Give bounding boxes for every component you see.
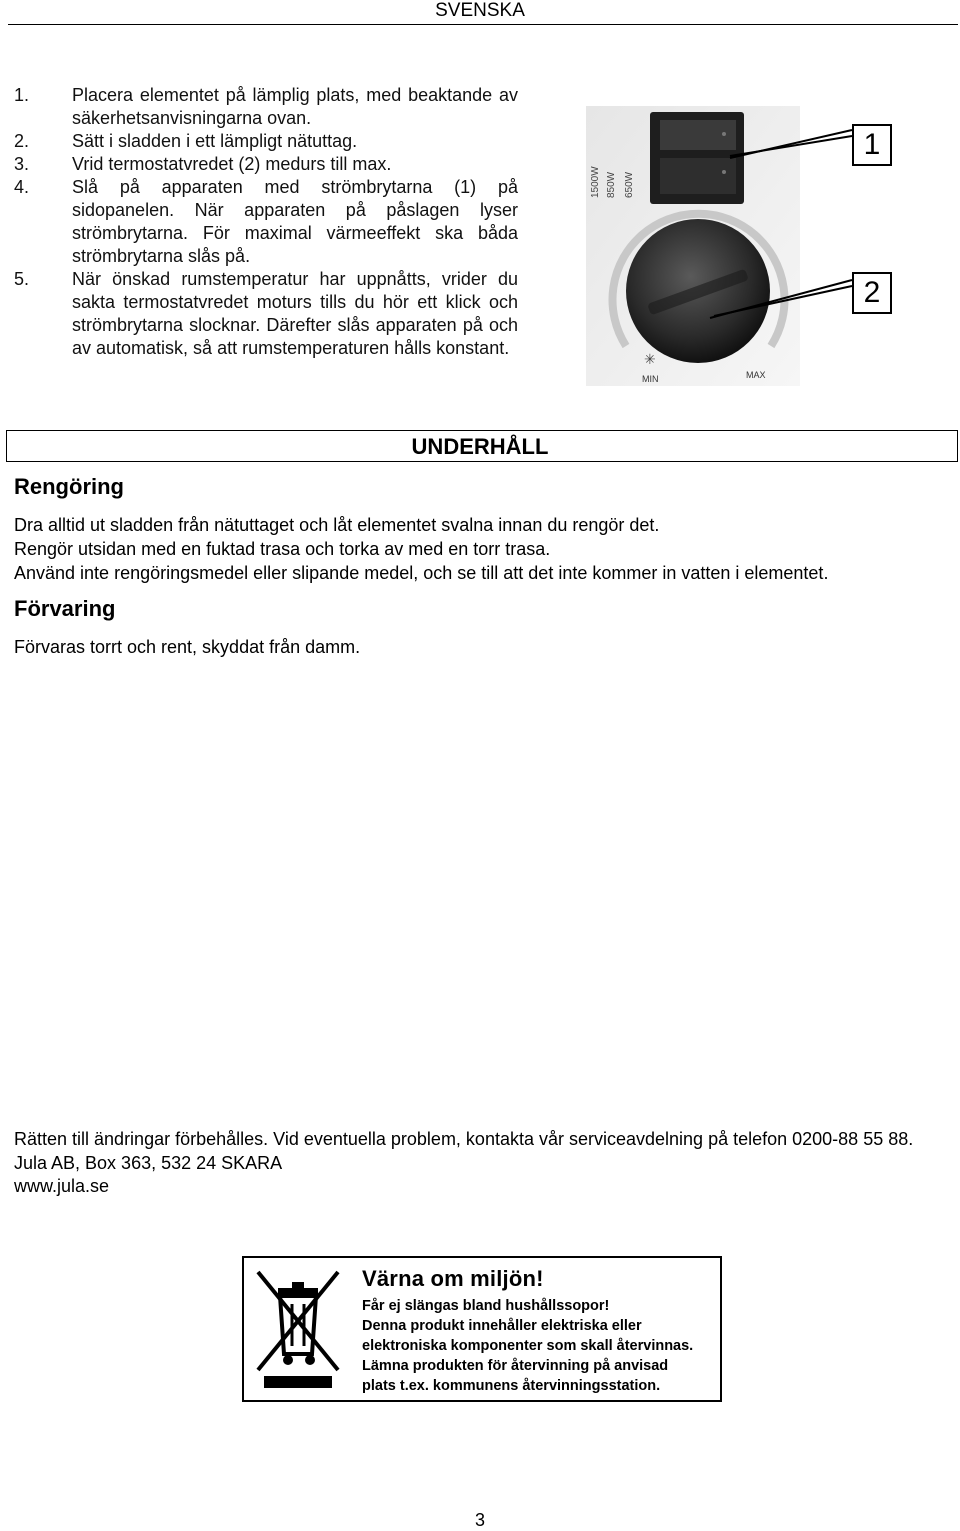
step-number: 4.	[14, 177, 30, 197]
environment-text	[362, 1296, 712, 1396]
footer-contact	[14, 1128, 946, 1199]
environment-line: Lämna produkten för återvinning på anvisad	[362, 1358, 669, 1374]
switch-label: 1500W	[590, 166, 601, 198]
callout-line-1	[730, 136, 852, 156]
switch-label: 650W	[624, 171, 635, 198]
step-number: 1.	[14, 85, 30, 105]
instruction-step	[14, 268, 518, 360]
callout-line-2	[714, 286, 852, 316]
environment-line: Får ej slängas bland hushållssopor!	[362, 1298, 610, 1314]
environment-title: Värna om miljön!	[362, 1266, 544, 1291]
storage-heading: Förvaring	[14, 596, 116, 621]
address-text: Jula AB, Box 363, 532 24 SKARA	[14, 1152, 283, 1173]
snowflake-icon: ✳	[644, 352, 656, 368]
step-text: Placera elementet på lämplig plats, med beaktande av säkerhetsanvisningarna ovan.	[72, 85, 518, 128]
header-language: SVENSKA	[435, 0, 525, 21]
instruction-step	[14, 176, 518, 268]
step-text: Slå på apparaten med strömbrytarna (1) på sidopanelen. När apparaten på påslagen lyser strömbrytarna. För maximal värmeeffekt ska båda strömbrytarna slås på.	[72, 177, 518, 266]
page-number: 3	[474, 1510, 485, 1530]
environment-line: Denna produkt innehåller elektriska eller	[362, 1318, 642, 1334]
dial-max-label: MAX	[746, 370, 766, 380]
cleaning-line: Rengör utsidan med en fuktad trasa och torka av med en torr trasa.	[14, 539, 551, 559]
cleaning-heading: Rengöring	[14, 474, 124, 499]
step-number: 2.	[14, 131, 30, 151]
header-rule	[8, 24, 958, 25]
cleaning-line: Dra alltid ut sladden från nätuttaget och låt elementet svalna innan du rengör det.	[14, 515, 660, 535]
switch-label: 850W	[606, 171, 617, 198]
step-number: 5.	[14, 269, 30, 289]
section-title: UNDERHÅLL	[411, 434, 549, 459]
callout-number-1: 1	[852, 124, 892, 166]
instruction-step	[14, 84, 518, 130]
crossed-out-wheelie-bin-icon	[250, 1262, 346, 1394]
step-text: När önskad rumstemperatur har uppnåtts, vrider du sakta termostatvredet moturs tills du hör ett klick och strömbrytarna slocknar. Därefter slås apparaten på och av automatisk, så att rumstemperaturen hålls konstant.	[72, 269, 518, 358]
environment-line: plats t.ex. kommunens återvinningsstation.	[362, 1378, 661, 1394]
step-number: 3.	[14, 154, 30, 174]
step-text: Sätt i sladden i ett lämpligt nätuttag.	[72, 131, 358, 151]
dial-min-label: MIN	[642, 374, 659, 384]
step-text: Vrid termostatvredet (2) medurs till max.	[72, 154, 392, 174]
storage-text: Förvaras torrt och rent, skyddat från damm.	[14, 637, 361, 657]
instruction-step	[14, 130, 518, 153]
cleaning-line: Använd inte rengöringsmedel eller slipande medel, och se till att det inte kommer in vatten i elementet.	[14, 563, 829, 583]
environment-notice	[242, 1256, 722, 1402]
callout-number-2: 2	[852, 272, 892, 314]
rights-text: Rätten till ändringar förbehålles. Vid eventuella problem, kontakta vår serviceavdelning på telefon 0200-88 55 88.	[14, 1129, 914, 1149]
website-link[interactable]: www.jula.se	[14, 1176, 110, 1196]
environment-line: elektroniska komponenter som skall återvinnas.	[362, 1338, 694, 1354]
instruction-step	[14, 153, 518, 176]
instruction-list	[14, 84, 518, 360]
